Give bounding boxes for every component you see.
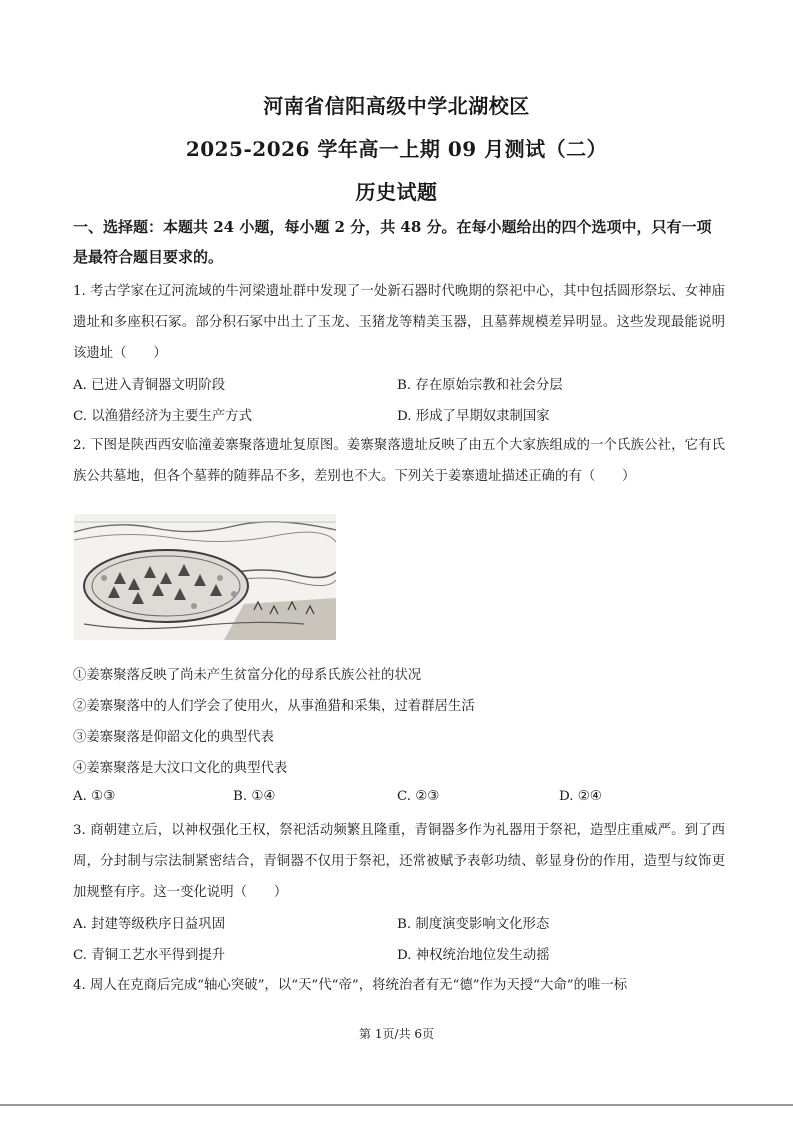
q3-option-d: D. 神权统治地位发生动摇: [397, 948, 550, 963]
q1-option-b: B. 存在原始宗教和社会分层: [397, 378, 563, 393]
q1-stem: 1. 考古学家在辽河流域的牛河梁遗址群中发现了一处新石器时代晚期的祭祀中心，其中包括圆形祭坛、女神庙遗址和多座积石冢。部分积石冢中出土了玉龙、玉猪龙等精美玉器，且墓葬规模差异明显。这些发现最能说明该遗址（ ）: [73, 284, 725, 361]
q3-option-a: A. 封建等级秩序日益巩固: [73, 917, 226, 932]
q1-option-c: C. 以渔猎经济为主要生产方式: [73, 409, 252, 424]
q1-option-a: A. 已进入青铜器文明阶段: [73, 378, 226, 393]
q2-statement-4: ④姜寨聚落是大汶口文化的典型代表: [73, 761, 288, 776]
page-bottom-rule: [0, 1104, 793, 1106]
q4-stem: 4. 周人在克商后完成“轴心突破”，以“天”代“帝”，将统治者有无“德”作为天授“大命”的唯一标: [73, 978, 628, 993]
subject-title: 历史试题: [355, 180, 438, 204]
q3-option-b: B. 制度演变影响文化形态: [397, 917, 550, 932]
q2-statement-1: ①姜寨聚落反映了尚未产生贫富分化的母系氏族公社的状况: [73, 668, 422, 683]
q2-option-c: C. ②③: [397, 789, 440, 804]
q3-option-c: C. 青铜工艺水平得到提升: [73, 948, 226, 963]
q2-statement-2: ②姜寨聚落中的人们学会了使用火，从事渔猎和采集，过着群居生活: [73, 699, 475, 714]
q3-stem: 3. 商朝建立后，以神权强化王权，祭祀活动频繁且隆重，青铜器多作为礼器用于祭祀，造型庄重威严。到了西周，分封制与宗法制紧密结合，青铜器不仅用于祭祀，还常被赋予表彰功绩、彰显身份的作用，造型与纹饰更加规整有序。这一变化说明（ ）: [73, 823, 725, 900]
q1-option-d: D. 形成了早期奴隶制国家: [397, 409, 550, 424]
page-number: 第 1页/共 6页: [359, 1027, 434, 1041]
section-heading: 一、选择题：本题共 24 小题，每小题 2 分，共 48 分。在每小题给出的四个选项中，只有一项是最符合题目要求的。: [73, 218, 712, 266]
q2-option-b: B. ①④: [233, 789, 276, 804]
jiangzhai-settlement-figure: [74, 514, 336, 640]
school-title: 河南省信阳高级中学北湖校区: [263, 94, 530, 118]
q2-option-d: D. ②④: [559, 789, 602, 804]
exam-title: 2025-2026 学年高一上期 09 月测试（二）: [185, 137, 608, 161]
q2-option-a: A. ①③: [73, 789, 116, 804]
q2-statement-3: ③姜寨聚落是仰韶文化的典型代表: [73, 730, 274, 745]
q2-stem: 2. 下图是陕西西安临潼姜寨聚落遗址复原图。姜寨聚落遗址反映了由五个大家族组成的一个氏族公社，它有氏族公共墓地，但各个墓葬的随葬品不多，差别也不大。下列关于姜寨遗址描述正确的有（ ）: [73, 438, 725, 484]
